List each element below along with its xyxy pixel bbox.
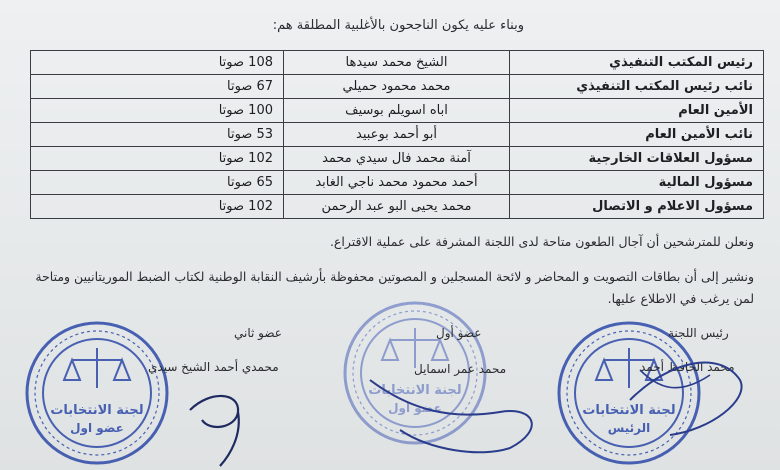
candidate-name-cell: محمد يحيى البو عبد الرحمن [284, 195, 510, 219]
position-cell: مسؤول العلاقات الخارجية [510, 147, 764, 171]
position-cell: نائب الأمين العام [510, 123, 764, 147]
seal-left [22, 318, 172, 468]
seal-left-line2: عضو اول [70, 421, 124, 435]
results-row [31, 147, 764, 171]
candidate-name-cell: أحمد محمود محمد ناجي الغابد [284, 171, 510, 195]
votes-cell: 108 صوتا [31, 51, 284, 75]
archive-notice: ونشير إلى أن بطاقات التصويت و المحاضر و لائحة المسجلين و المصوتين محفوظة بأرشيف النقابة الوطنية لكتاب الضبط الموريتانيين ومتاحة لمن يرغب في الاطلاع عليها. [35, 269, 754, 306]
position-cell: رئيس المكتب التنفيذي [510, 51, 764, 75]
member1-name: محمد عمر اسمايل [414, 362, 507, 376]
seal-left-line1: لجنة الانتخابات [50, 403, 144, 418]
results-row [31, 99, 764, 123]
votes-cell: 53 صوتا [31, 123, 284, 147]
seal-center-line1: لجنة الانتخابات [368, 383, 462, 398]
position-cell: مسؤول المالية [510, 171, 764, 195]
member2-title: عضو ثاني [234, 326, 282, 340]
results-row [31, 171, 764, 195]
position-cell: الأمين العام [510, 99, 764, 123]
position-cell: نائب رئيس المكتب التنفيذي [510, 75, 764, 99]
votes-cell: 102 صوتا [31, 195, 284, 219]
candidate-name-cell: اباه اسويلم بوسيف [284, 99, 510, 123]
seal-center-line2: عضو اول [388, 401, 442, 415]
results-row [31, 195, 764, 219]
votes-cell: 67 صوتا [31, 75, 284, 99]
results-intro: وبناء عليه يكون الناجحون بالأغلبية المطلقة هم: [272, 18, 524, 33]
votes-cell: 102 صوتا [31, 147, 284, 171]
results-row [31, 51, 764, 75]
seal-right-line1: لجنة الانتخابات [582, 403, 676, 418]
candidate-name-cell: أبو أحمد بوعبيد [284, 123, 510, 147]
results-row [31, 75, 764, 99]
candidate-name-cell: الشيخ محمد سيدها [284, 51, 510, 75]
results-table [30, 50, 764, 219]
position-cell: مسؤول الاعلام و الاتصال [510, 195, 764, 219]
votes-cell: 100 صوتا [31, 99, 284, 123]
seal-right-line2: الرئيس [607, 421, 651, 435]
signature-member1 [360, 350, 560, 460]
candidate-name-cell: آمنة محمد فال سيدي محمد [284, 147, 510, 171]
votes-cell: 65 صوتا [31, 171, 284, 195]
signature-chair [600, 340, 760, 450]
candidate-name-cell: محمد محمود حميلي [284, 75, 510, 99]
member1-title: عضو أول [436, 326, 482, 340]
signature-member2 [180, 380, 270, 470]
chair-name: محمد الحافظ أحمد [640, 360, 735, 374]
chair-title: رئيس اللجنة [668, 326, 729, 340]
member2-name: محمدي أحمد الشيخ سيدي [148, 360, 279, 374]
results-row [31, 123, 764, 147]
appeals-notice: ونعلن للمترشحين أن آجال الطعون متاحة لدى اللجنة المشرفة على عملية الاقتراع. [329, 234, 754, 249]
